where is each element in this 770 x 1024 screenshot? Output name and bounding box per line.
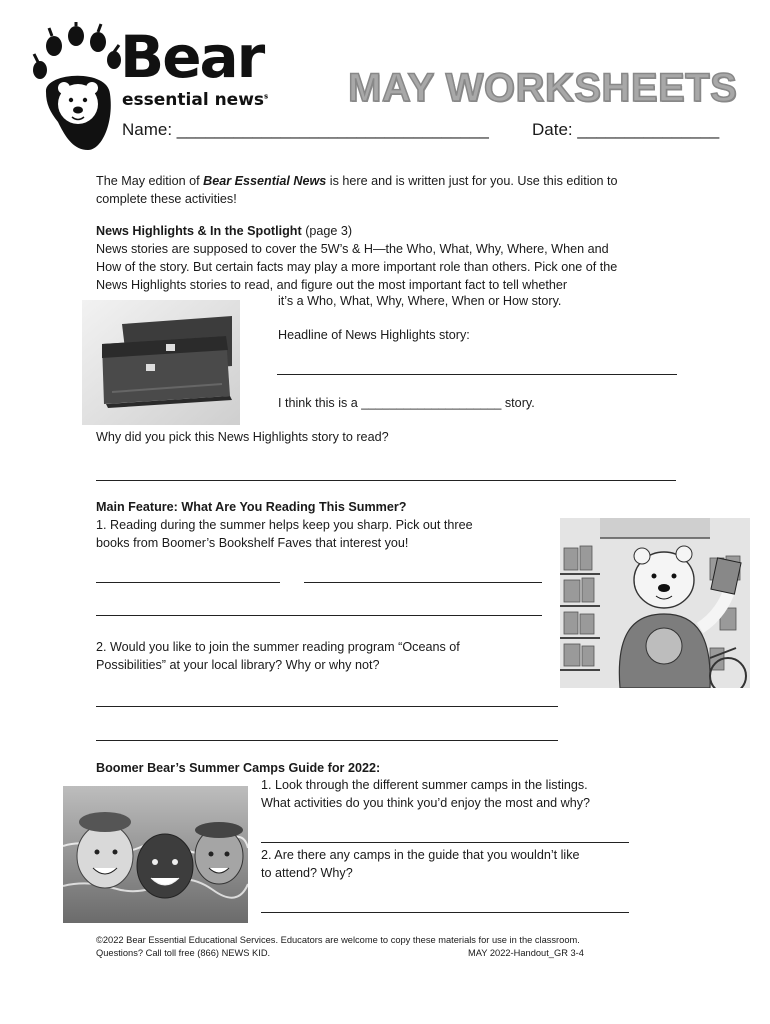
section-3-q2-line-1: 2. Are there any camps in the guide that you wouldn’t like (261, 848, 580, 862)
section-2-q2-line-2: Possibilities” at your local library? Why or why not? (96, 658, 380, 672)
section-1-heading (96, 222, 716, 240)
section-2-q2-line-1: 2. Would you like to join the summer reading program “Oceans of (96, 640, 460, 654)
section-3-q2 (261, 846, 651, 882)
section-2-q1-line-2: books from Boomer’s Bookshelf Faves that interest you! (96, 536, 409, 550)
section-1-body-3: News Highlights stories to read, and figure out the most important fact to tell whether (96, 278, 568, 292)
name-blank[interactable]: _________________________________ (176, 120, 489, 139)
section-1-page: (page 3) (301, 224, 353, 238)
date-blank[interactable]: _______________ (577, 120, 720, 139)
camps-answer-line-2[interactable] (261, 912, 629, 913)
section-1-body-2: How of the story. But certain facts may play a more important role than others. Pick one of the (96, 260, 618, 274)
brand-subtitle-text: essential news (122, 90, 265, 110)
intro-line-1 (96, 172, 706, 190)
section-3-q1 (261, 776, 651, 812)
section-news-highlights (96, 222, 716, 294)
section-3-q1-line-1: 1. Look through the different summer camps in the listings. (261, 778, 588, 792)
swimming-kids-photo (63, 786, 248, 923)
footer-copyright: ©2022 Bear Essential Educational Services. Educators are welcome to copy these materials for use in the classroom. (96, 935, 580, 945)
library-answer-line-1[interactable] (96, 706, 558, 707)
section-1-body-indent: it’s a Who, What, Why, Where, When or How story. (278, 294, 562, 308)
bear-bookstore-illustration (560, 518, 750, 688)
date-label: Date: (532, 120, 578, 139)
footer (96, 934, 636, 960)
book-answer-line-1[interactable] (96, 582, 280, 583)
intro-line-2: complete these activities! (96, 192, 237, 206)
intro-pre: The May edition of (96, 174, 204, 188)
footer-handout-code: MAY 2022-Handout_GR 3-4 (468, 948, 584, 958)
page-title (348, 66, 737, 111)
headline-answer-line[interactable] (277, 374, 677, 375)
story-type-pre: I think this is a (278, 396, 362, 410)
library-answer-line-2[interactable] (96, 740, 558, 741)
section-2-heading: Main Feature: What Are You Reading This Summer? (96, 500, 407, 514)
brand-name: Bear (120, 23, 264, 91)
story-type-blank[interactable]: ____________________ (361, 396, 502, 410)
camps-answer-line-1[interactable] (261, 842, 629, 843)
section-3-heading: Boomer Bear’s Summer Camps Guide for 2022: (96, 761, 381, 775)
story-type-post: story. (501, 396, 535, 410)
intro-post: is here and is written just for you. Use this edition to (326, 174, 618, 188)
section-2-q1-line-1: 1. Reading during the summer helps keep you sharp. Pick out three (96, 518, 473, 532)
section-2-q2 (96, 638, 546, 674)
bear-paw-logo-icon (28, 22, 128, 152)
section-3-q2-line-2: to attend? Why? (261, 866, 353, 880)
folders-photo (82, 300, 240, 425)
brand-mark: s (264, 92, 269, 101)
why-answer-line[interactable] (96, 480, 676, 481)
intro-publication: Bear Essential News (203, 174, 327, 188)
footer-contact: Questions? Call toll free (866) NEWS KID. (96, 948, 271, 958)
story-type-field (278, 394, 535, 412)
brand-subtitle (122, 90, 268, 110)
book-answer-line-3[interactable] (96, 615, 542, 616)
page-title-text: MAY WORKSHEETS (348, 66, 738, 110)
name-field[interactable] (122, 120, 489, 140)
section-1-title: News Highlights & In the Spotlight (96, 224, 302, 238)
why-prompt: Why did you pick this News Highlights story to read? (96, 430, 389, 444)
section-3-q1-line-2: What activities do you think you’d enjoy the most and why? (261, 796, 591, 810)
section-main-feature (96, 498, 546, 552)
intro-paragraph (96, 172, 706, 208)
footer-line-2 (96, 947, 636, 960)
book-answer-line-2[interactable] (304, 582, 542, 583)
date-field[interactable] (532, 120, 719, 140)
name-label: Name: (122, 120, 177, 139)
headline-prompt: Headline of News Highlights story: (278, 328, 470, 342)
section-1-body-1: News stories are supposed to cover the 5W’s & H—the Who, What, Why, Where, When and (96, 242, 609, 256)
